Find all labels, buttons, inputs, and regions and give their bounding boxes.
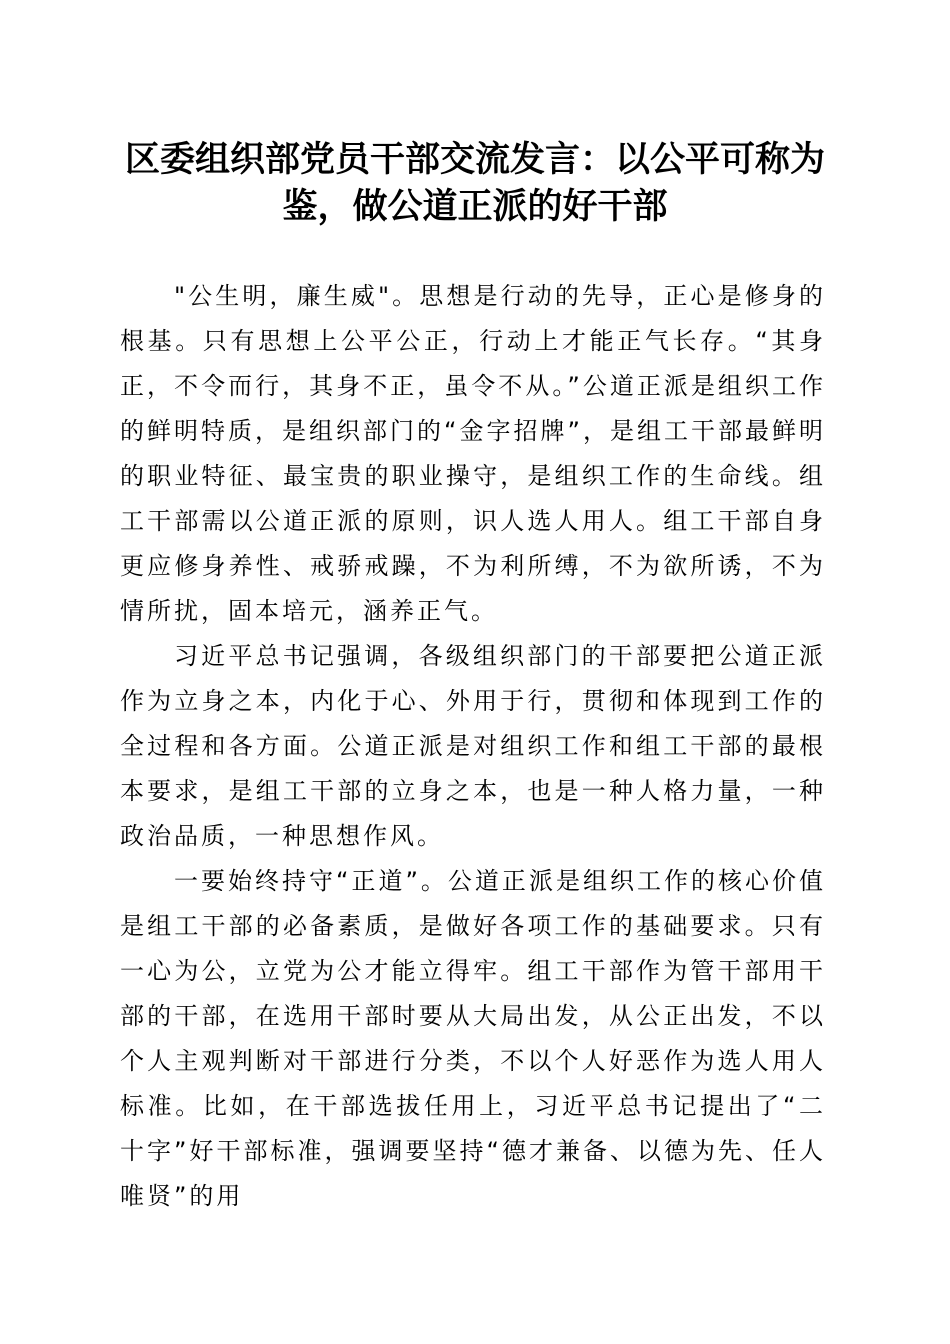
paragraph-3: 一要始终持守“正道”。公道正派是组织工作的核心价值是组工干部的必备素质，是做好各项工作的基础要求。只有一心为公，立党为公才能立得牢。组工干部作为管干部用干部的干部，在选用干部时要从大局出发，从公正出发，不以个人主观判断对干部进行分类，不以个人好恶作为选人用人标准。比如，在干部选拔任用上，习近平总书记提出了“二十字”好干部标准，强调要坚持“德才兼备、以德为先、任人唯贤”的用 — [120, 867, 826, 1210]
document-body — [120, 274, 826, 1219]
paragraph-2: 习近平总书记强调，各级组织部门的干部要把公道正派作为立身之本，内化于心、外用于行，贯彻和体现到工作的全过程和各方面。公道正派是对组织工作和组工干部的最根本要求，是组工干部的立身之本，也是一种人格力量，一种政治品质，一种思想作风。 — [120, 642, 826, 850]
document-title: 区委组织部党员干部交流发言：以公平可称为鉴，做公道正派的好干部 — [124, 139, 825, 227]
paragraph-1: "公生明，廉生威"。思想是行动的先导，正心是修身的根基。只有思想上公平公正，行动上才能正气长存。“其身正，不令而行，其身不正，虽令不从。”公道正派是组织工作的鲜明特质，是组织部门的“金字招牌”，是组工干部最鲜明的职业特征、最宝贵的职业操守，是组织工作的生命线。组工干部需以公道正派的原则，识人选人用人。组工干部自身更应修身养性、戒骄戒躁，不为利所缚，不为欲所诱，不为情所扰，固本培元，涵养正气。 — [120, 282, 826, 625]
